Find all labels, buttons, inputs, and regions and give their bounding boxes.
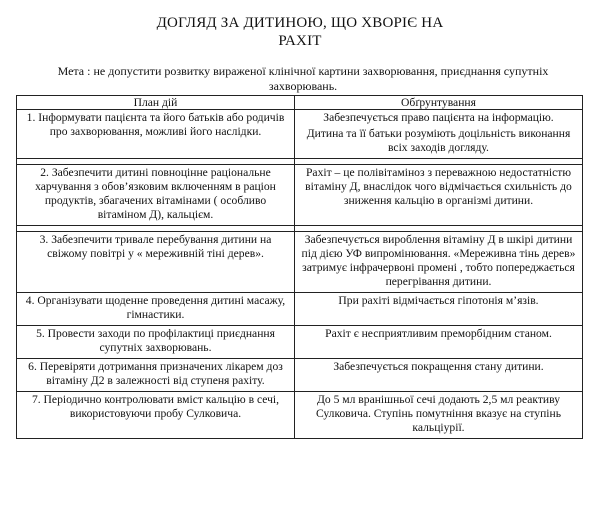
- table-row: [17, 392, 583, 439]
- header-reason: Обґрунтування: [295, 96, 583, 110]
- table-row: [17, 232, 583, 293]
- plan-cell: 3. Забезпечити тривале перебування дитини на свіжому повітрі у « мереживній тіні дерев».: [17, 232, 295, 293]
- plan-cell: 4. Організувати щоденне проведення дитині масажу, гімнастики.: [17, 293, 295, 326]
- document-title: [0, 14, 600, 50]
- plan-cell: 5. Провести заходи по профілактиці приєднання супутніх захворювань.: [17, 326, 295, 359]
- plan-cell: 6. Перевіряти дотримання призначених лікарем доз вітаміну Д2 в залежності від ступеня рахіту.: [17, 359, 295, 392]
- reason-text: Забезпечується покращення стану дитини.: [333, 360, 544, 373]
- reason-cell: [295, 110, 583, 159]
- table-row: [17, 359, 583, 392]
- table-header-row: [17, 96, 583, 110]
- reason-cell: [295, 326, 583, 359]
- care-plan-table: [16, 95, 583, 439]
- reason-cell: [295, 165, 583, 226]
- table-row: [17, 293, 583, 326]
- reason-cell: [295, 232, 583, 293]
- plan-cell: 1. Інформувати пацієнта та його батьків або родичів про захворювання, можливі його наслідки.: [17, 110, 295, 159]
- reason-cell: [295, 359, 583, 392]
- reason-text: Забезпечується вироблення вітаміну Д в шкірі дитини під дією УФ випромінювання. «Мереживна тінь дерев» затримує інфрачервоні промені , тобто попереджається перегрівання дитини.: [301, 233, 576, 288]
- reason-text: Рахіт – це полівітаміноз з переважною недостатністю вітаміну Д, внаслідок чого відмічається схильність до зниження кальцію в організмі дитини.: [305, 166, 572, 207]
- reason-text: Дитина та її батьки розуміють доцільність виконання всіх заходів догляду.: [306, 127, 571, 154]
- table-row: [17, 110, 583, 159]
- table-row: [17, 326, 583, 359]
- goal-text: Мета : не допустити розвитку вираженої клінічної картини захворювання, приєднання супутніх захворювань.: [57, 64, 549, 93]
- title-line-1: ДОГЛЯД ЗА ДИТИНОЮ, ЩО ХВОРІЄ НА: [156, 15, 444, 31]
- reason-text: Рахіт є несприятливим преморбідним станом.: [325, 327, 552, 340]
- reason-text: При рахіті відмічається гіпотонія м’язів.: [338, 294, 539, 307]
- reason-text: Забезпечується право пацієнта на інформацію.: [323, 111, 554, 124]
- plan-cell: 7. Періодично контролювати вміст кальцію в сечі, використовуючи пробу Сулковича.: [17, 392, 295, 439]
- reason-cell: [295, 293, 583, 326]
- title-line-2: РАХІТ: [278, 33, 322, 49]
- table-row: [17, 165, 583, 226]
- reason-cell: [295, 392, 583, 439]
- header-plan: План дій: [17, 96, 295, 110]
- reason-text: До 5 мл вранішньої сечі додають 2,5 мл реактиву Сулковича. Ступінь помутніння вказує на ступінь кальціурії.: [315, 393, 562, 434]
- plan-cell: 2. Забезпечити дитині повноцінне раціональне харчування з обов’язковим включенням в раціон продуктів, збагачених вітамінами ( особливо вітаміном Д), кальцієм.: [17, 165, 295, 226]
